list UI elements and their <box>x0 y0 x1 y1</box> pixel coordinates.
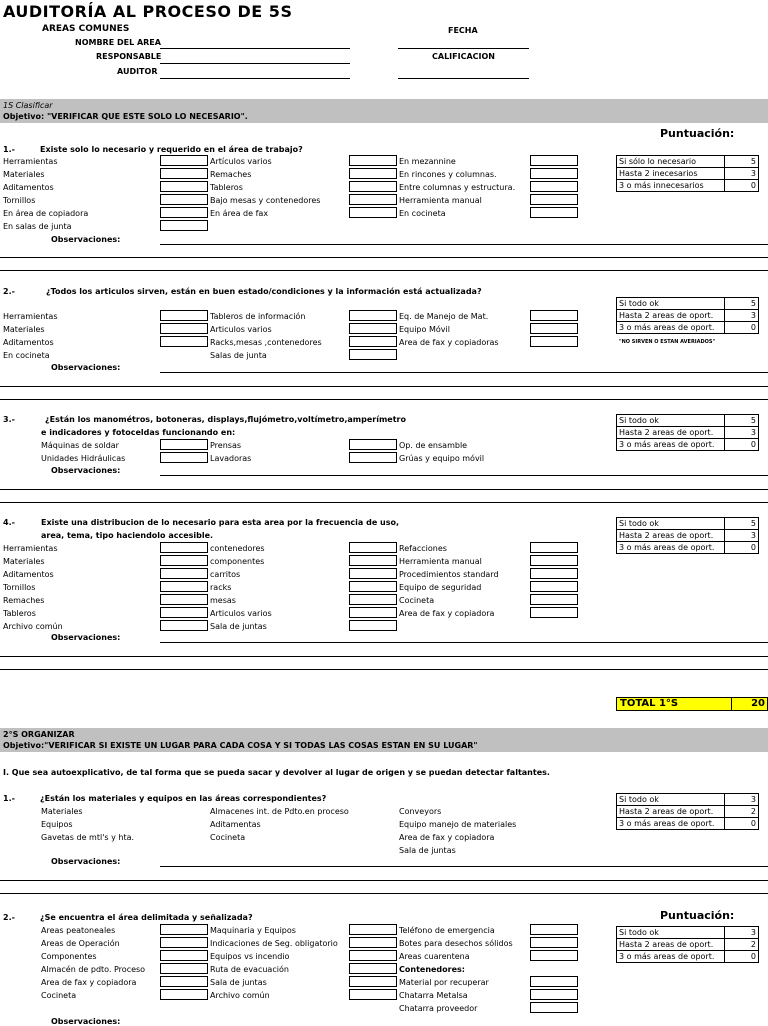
s2q2-col3-item: Areas cuarentena <box>399 952 470 961</box>
score-points: 0 <box>725 542 759 554</box>
q3-text2: e indicadores y fotoceldas funcionando en: <box>41 428 236 437</box>
s2q1-col3-item: Sala de juntas <box>399 846 456 855</box>
q4-observaciones-label: Observaciones: <box>51 633 121 642</box>
s2q1-observaciones-label: Observaciones: <box>51 857 121 866</box>
s2q2-col3-item: Material por recuperar <box>399 978 489 987</box>
q4-observaciones-line[interactable] <box>160 642 768 643</box>
s2q1-observaciones-line[interactable] <box>160 866 768 867</box>
q1-col1-item: Tornillos <box>3 196 36 205</box>
q1-col1-item: Materiales <box>3 170 45 179</box>
score-points: 5 <box>725 518 759 530</box>
q1-col3-checkbox[interactable] <box>530 168 578 179</box>
q1-observaciones-line[interactable] <box>0 257 768 258</box>
q3-observaciones-label: Observaciones: <box>51 466 121 475</box>
q4-col3-checkbox[interactable] <box>530 555 578 566</box>
q3-col1-checkbox[interactable] <box>160 439 208 450</box>
q4-text: Existe una distribucion de lo necesario para esta area por la frecuencia de uso, <box>41 518 400 527</box>
q4-col3-checkbox[interactable] <box>530 594 578 605</box>
s2q1-col3-item: Conveyors <box>399 807 442 816</box>
q1-col1-item: En área de copiadora <box>3 209 89 218</box>
q1-col2-item: Remaches <box>210 170 252 179</box>
score-points: 3 <box>725 310 759 322</box>
q1-col2-checkbox[interactable] <box>349 155 397 166</box>
score-points: 0 <box>725 180 759 192</box>
q1-score-row <box>617 156 759 168</box>
q2-score-row <box>617 310 759 322</box>
score-points: 5 <box>725 156 759 168</box>
calificacion-field[interactable] <box>398 78 529 79</box>
q3-score-row <box>617 439 759 451</box>
q4-score-row <box>617 542 759 554</box>
q1-col1-checkbox[interactable] <box>160 181 208 192</box>
q1-col3-item: Herramienta manual <box>399 196 482 205</box>
responsable-field[interactable] <box>160 63 350 64</box>
q4-col1-item: Aditamentos <box>3 570 54 579</box>
q1-number: 1.- <box>3 145 15 154</box>
score-points: 0 <box>725 322 759 334</box>
score-criterion: Si todo ok <box>617 927 725 939</box>
q2-col2-item: Articulos varios <box>210 325 272 334</box>
q4-col1-item: Archivo común <box>3 622 63 631</box>
q1-col1-checkbox[interactable] <box>160 207 208 218</box>
s2-q2-text: ¿Se encuentra el área delimitada y señalizada? <box>40 913 253 922</box>
score-criterion: 3 o más areas de oport. <box>617 322 725 334</box>
q1-text: Existe solo lo necesario y requerido en el área de trabajo? <box>40 145 303 154</box>
q4-col3-item: Refacciones <box>399 544 447 553</box>
s2q2-col2-item: Ruta de evacuación <box>210 965 289 974</box>
q4-col2-checkbox[interactable] <box>349 555 397 566</box>
q4-col1-checkbox[interactable] <box>160 542 208 553</box>
q2-observaciones-line[interactable] <box>160 372 768 373</box>
section-2s-header <box>0 728 768 752</box>
score-points: 3 <box>725 427 759 439</box>
s2q2-col1-checkbox[interactable] <box>160 937 208 948</box>
s2q2-col2-item: Archivo común <box>210 991 270 1000</box>
s2q2-col1-item: Areas de Operación <box>41 939 120 948</box>
s2q1-col2-item: Cocineta <box>210 833 246 842</box>
s2q2-col2-item: Indicaciones de Seg. obligatorio <box>210 939 338 948</box>
q1-col1-checkbox[interactable] <box>160 220 208 231</box>
s2q2-col2-checkbox[interactable] <box>349 937 397 948</box>
s2q2-col2-item: Equipos vs incendio <box>210 952 290 961</box>
q1-col2-checkbox[interactable] <box>349 207 397 218</box>
s2-q2-number: 2.- <box>3 913 15 922</box>
total-1s-label: TOTAL 1°S <box>620 698 679 709</box>
score-criterion: Hasta 2 areas de oport. <box>617 427 725 439</box>
score-points: 0 <box>725 439 759 451</box>
s2q2-col1-item: Almacén de pdto. Proceso <box>41 965 146 974</box>
s2q2-score-row <box>617 927 759 939</box>
q2-col2-item: Salas de junta <box>210 351 267 360</box>
s2q2-col1-checkbox[interactable] <box>160 963 208 974</box>
q1-col1-checkbox[interactable] <box>160 194 208 205</box>
q2-col3-checkbox[interactable] <box>530 310 578 321</box>
q4-col1-checkbox[interactable] <box>160 607 208 618</box>
s2q2-col2-checkbox[interactable] <box>349 924 397 935</box>
q1-col1-item: Herramientas <box>3 157 58 166</box>
s2q2-col1-item: Cocineta <box>41 991 77 1000</box>
score-points: 2 <box>725 939 759 951</box>
q4-col2-item: Articulos varios <box>210 609 272 618</box>
s2-puntuacion-label: Puntuación: <box>660 909 735 922</box>
score-criterion: Si sólo lo necesario <box>617 156 725 168</box>
q2-col2-checkbox[interactable] <box>349 336 397 347</box>
q4-col3-checkbox[interactable] <box>530 607 578 618</box>
q1-col3-item: Entre columnas y estructura. <box>399 183 516 192</box>
q1-col2-checkbox[interactable] <box>349 168 397 179</box>
q2-number: 2.- <box>3 287 15 296</box>
s2q1-col1-item: Materiales <box>41 807 83 816</box>
q1-col2-checkbox[interactable] <box>349 194 397 205</box>
q2-col3-item: Eq. de Manejo de Mat. <box>399 312 489 321</box>
q1-col2-item: Bajo mesas y contenedores <box>210 196 321 205</box>
s2q1-score-table <box>616 793 759 830</box>
q3-col2-checkbox[interactable] <box>349 452 397 463</box>
q4-text2: area, tema, tipo haciendolo accesible. <box>41 531 214 540</box>
q1-col2-item: En área de fax <box>210 209 269 218</box>
nombre-label: NOMBRE DEL AREA <box>75 38 161 47</box>
q1-observaciones-line[interactable] <box>160 244 768 245</box>
q4-col2-item: racks <box>210 583 232 592</box>
s2q2-observaciones-label: Observaciones: <box>51 1017 121 1026</box>
q4-col1-checkbox[interactable] <box>160 620 208 631</box>
q4-col3-checkbox[interactable] <box>530 568 578 579</box>
q1-observaciones-line[interactable] <box>0 270 768 271</box>
score-points: 2 <box>725 806 759 818</box>
q4-col3-item: Equipo de seguridad <box>399 583 482 592</box>
total-1s <box>616 697 768 711</box>
q2-col1-item: Herramientas <box>3 312 58 321</box>
q2-observaciones-label: Observaciones: <box>51 363 121 372</box>
s2q1-col3-item: Area de fax y copiadora <box>399 833 495 842</box>
s2q2-col3-checkbox[interactable] <box>530 989 578 1000</box>
q1-col2-item: Tableros <box>210 183 243 192</box>
auditor-label: AUDITOR <box>117 67 158 76</box>
q4-col3-item: Cocineta <box>399 596 435 605</box>
q4-col3-checkbox[interactable] <box>530 581 578 592</box>
s2q2-col2-checkbox[interactable] <box>349 976 397 987</box>
section-1s-title: 1S Clasificar <box>3 101 53 110</box>
q4-col2-item: componentes <box>210 557 265 566</box>
q4-number: 4.- <box>3 518 15 527</box>
s2q2-col2-checkbox[interactable] <box>349 989 397 1000</box>
calificacion-label: CALIFICACION <box>432 52 495 61</box>
auditor-field[interactable] <box>160 78 350 79</box>
s2q2-col3-checkbox[interactable] <box>530 937 578 948</box>
q2-text: ¿Todos los articulos sirven, están en buen estado/condiciones y la información está actualizada? <box>46 287 482 296</box>
q4-col3-checkbox[interactable] <box>530 542 578 553</box>
q3-number: 3.- <box>3 415 15 424</box>
q1-col3-checkbox[interactable] <box>530 155 578 166</box>
q4-score-table <box>616 517 759 554</box>
score-criterion: Hasta 2 areas de oport. <box>617 939 725 951</box>
q4-col2-checkbox[interactable] <box>349 594 397 605</box>
score-criterion: Si todo ok <box>617 518 725 530</box>
q3-col3-item: Grúas y equipo móvil <box>399 454 485 463</box>
s2q2-col2-item: Sala de juntas <box>210 978 267 987</box>
s2q2-col1-checkbox[interactable] <box>160 924 208 935</box>
score-criterion: Si todo ok <box>617 298 725 310</box>
q4-col3-item: Procedimientos standard <box>399 570 499 579</box>
score-points: 0 <box>725 951 759 963</box>
q3-score-table <box>616 414 759 451</box>
s2q2-score-table <box>616 926 759 963</box>
s2q2-col1-item: Area de fax y copiadora <box>41 978 137 987</box>
q4-col1-item: Tableros <box>3 609 36 618</box>
q2-col2-checkbox[interactable] <box>349 349 397 360</box>
q2-score-table <box>616 297 759 334</box>
q1-col3-item: En mezannine <box>399 157 456 166</box>
q4-col2-checkbox[interactable] <box>349 620 397 631</box>
q2-col2-checkbox[interactable] <box>349 323 397 334</box>
score-criterion: 3 o más areas de oport. <box>617 542 725 554</box>
q2-score-row <box>617 322 759 334</box>
q2-col3-checkbox[interactable] <box>530 336 578 347</box>
s2q2-col3-item: Teléfono de emergencia <box>399 926 495 935</box>
score-points: 0 <box>725 818 759 830</box>
q4-col2-item: Sala de juntas <box>210 622 267 631</box>
s2q2-col3-checkbox[interactable] <box>530 924 578 935</box>
nombre-field[interactable] <box>160 48 350 49</box>
q1-observaciones-label: Observaciones: <box>51 235 121 244</box>
areas-label: AREAS COMUNES <box>42 24 130 34</box>
q1-score-table <box>616 155 759 192</box>
total-1s-value: 20 <box>751 698 765 709</box>
section-2s-title: 2°S ORGANIZAR <box>3 730 75 739</box>
fecha-label: FECHA <box>448 26 478 35</box>
s2q2-col1-item: Areas peatoneales <box>41 926 116 935</box>
q4-col1-item: Materiales <box>3 557 45 566</box>
q2-col1-checkbox[interactable] <box>160 310 208 321</box>
section-2s-objective: Objetivo:"VERIFICAR SI EXISTE UN LUGAR PARA CADA COSA Y SI TODAS LAS COSAS ESTAN EN SU LUGAR" <box>3 741 478 750</box>
q4-score-row <box>617 518 759 530</box>
q2-col2-item: Tableros de información <box>210 312 306 321</box>
s2q2-col2-item: Maquinaria y Equipos <box>210 926 296 935</box>
q4-score-row <box>617 530 759 542</box>
score-points: 5 <box>725 298 759 310</box>
q4-col2-checkbox[interactable] <box>349 581 397 592</box>
q2-col3-item: Area de fax y copiadoras <box>399 338 499 347</box>
score-criterion: Hasta 2 areas de oport. <box>617 530 725 542</box>
q4-col2-item: mesas <box>210 596 236 605</box>
q1-col1-item: En salas de junta <box>3 222 72 231</box>
q4-col2-checkbox[interactable] <box>349 568 397 579</box>
s2q2-col3-checkbox[interactable] <box>530 950 578 961</box>
score-criterion: Si todo ok <box>617 415 725 427</box>
q1-score-row <box>617 168 759 180</box>
q3-col3-item: Op. de ensamble <box>399 441 468 450</box>
q3-col2-checkbox[interactable] <box>349 439 397 450</box>
q2-observaciones-line[interactable] <box>0 386 768 387</box>
s2q2-score-row <box>617 951 759 963</box>
score-criterion: 3 o más innecesarios <box>617 180 725 192</box>
q1-col1-checkbox[interactable] <box>160 168 208 179</box>
q4-col1-checkbox[interactable] <box>160 555 208 566</box>
q1-col3-checkbox[interactable] <box>530 207 578 218</box>
s2-q1-number: 1.- <box>3 794 15 803</box>
score-criterion: Hasta 2 inecesarios <box>617 168 725 180</box>
s2q2-col2-checkbox[interactable] <box>349 950 397 961</box>
q3-col1-item: Máquinas de soldar <box>41 441 119 450</box>
q4-col1-checkbox[interactable] <box>160 581 208 592</box>
q1-col2-checkbox[interactable] <box>349 181 397 192</box>
q3-col1-item: Unidades Hidráulicas <box>41 454 126 463</box>
q4-col1-item: Herramientas <box>3 544 58 553</box>
fecha-field[interactable] <box>398 48 529 49</box>
s2q1-score-row <box>617 818 759 830</box>
q3-observaciones-line[interactable] <box>160 475 768 476</box>
s2q1-col3-item: Equipo manejo de materiales <box>399 820 517 829</box>
s2-q1-text: ¿Están los materiales y equipos en las áreas correspondientes? <box>40 794 327 803</box>
q2-col1-checkbox[interactable] <box>160 336 208 347</box>
s2q2-col2-checkbox[interactable] <box>349 963 397 974</box>
q4-col3-item: Herramienta manual <box>399 557 482 566</box>
q4-col1-item: Tornillos <box>3 583 36 592</box>
q4-col2-checkbox[interactable] <box>349 607 397 618</box>
q2-col3-checkbox[interactable] <box>530 323 578 334</box>
q2-col1-checkbox[interactable] <box>160 323 208 334</box>
q4-col2-checkbox[interactable] <box>349 542 397 553</box>
q3-score-row <box>617 415 759 427</box>
score-points: 3 <box>725 168 759 180</box>
s2q2-col3-item: Chatarra Metalsa <box>399 991 468 1000</box>
s2q1-col2-item: Aditamentas <box>210 820 261 829</box>
score-points: 3 <box>725 794 759 806</box>
q3-col1-checkbox[interactable] <box>160 452 208 463</box>
q2-score-row <box>617 298 759 310</box>
s2q2-col1-checkbox[interactable] <box>160 976 208 987</box>
q4-observaciones-line[interactable] <box>0 669 768 670</box>
score-points: 3 <box>725 530 759 542</box>
q4-col2-item: contenedores <box>210 544 265 553</box>
q4-col1-item: Remaches <box>3 596 45 605</box>
q1-col2-item: Artículos varios <box>210 157 272 166</box>
page-title: AUDITORÍA AL PROCESO DE 5S <box>3 2 293 21</box>
score-criterion: 3 o más areas de oport. <box>617 818 725 830</box>
q2-col3-item: Equipo Móvil <box>399 325 450 334</box>
responsable-label: RESPONSABLE <box>96 52 162 61</box>
s2q2-score-row <box>617 939 759 951</box>
s2q1-col1-item: Equipos <box>41 820 73 829</box>
s2q1-observaciones-line[interactable] <box>0 893 768 894</box>
q4-col3-item: Area de fax y copiadora <box>399 609 495 618</box>
q3-text: ¿Están los manométros, botoneras, displays,flujómetro,voltímetro,amperímetro <box>45 415 406 424</box>
score-criterion: Hasta 2 areas de oport. <box>617 310 725 322</box>
s2q2-col3-item: Chatarra proveedor <box>399 1004 478 1013</box>
q4-col1-checkbox[interactable] <box>160 568 208 579</box>
s2q1-col1-item: Gavetas de mtl's y hta. <box>41 833 135 842</box>
s2q2-col1-checkbox[interactable] <box>160 989 208 1000</box>
q2-col2-checkbox[interactable] <box>349 310 397 321</box>
q3-observaciones-line[interactable] <box>0 489 768 490</box>
q1-col3-checkbox[interactable] <box>530 194 578 205</box>
q1-col3-item: En rincones y columnas. <box>399 170 497 179</box>
score-criterion: 3 o más areas de oport. <box>617 439 725 451</box>
q1-score-row <box>617 180 759 192</box>
q4-col1-checkbox[interactable] <box>160 594 208 605</box>
s2q1-score-row <box>617 794 759 806</box>
score-criterion: Si todo ok <box>617 794 725 806</box>
score-criterion: Hasta 2 areas de oport. <box>617 806 725 818</box>
s2q1-col2-item: Almacenes int. de Pdto.en proceso <box>210 807 349 816</box>
q2-col2-item: Racks,mesas ,contenedores <box>210 338 322 347</box>
q3-score-row <box>617 427 759 439</box>
s2q2-col3-checkbox[interactable] <box>530 1002 578 1013</box>
s2q1-score-row <box>617 806 759 818</box>
s2q2-col3-item: Contenedores: <box>399 965 465 974</box>
q4-observaciones-line[interactable] <box>0 656 768 657</box>
q2-observaciones-line[interactable] <box>0 399 768 400</box>
s2q1-observaciones-line[interactable] <box>0 880 768 881</box>
section-1s-objective: Objetivo: "VERIFICAR QUE ESTE SOLO LO NECESARIO". <box>3 112 248 121</box>
section-1s-header <box>0 99 768 123</box>
q1-col3-item: En cocineta <box>399 209 446 218</box>
section-2s-intro: I. Que sea autoexplicativo, de tal forma que se pueda sacar y devolver al lugar de origen y se puedan detectar faltantes. <box>3 768 550 777</box>
score-points: 3 <box>725 927 759 939</box>
score-criterion: 3 o más areas de oport. <box>617 951 725 963</box>
s2q2-col1-checkbox[interactable] <box>160 950 208 961</box>
q3-observaciones-line[interactable] <box>0 502 768 503</box>
s2q2-col3-checkbox[interactable] <box>530 976 578 987</box>
score-points: 5 <box>725 415 759 427</box>
q2-col1-item: Aditamentos <box>3 338 54 347</box>
puntuacion-label: Puntuación: <box>660 127 735 140</box>
s2q2-col3-item: Botes para desechos sólidos <box>399 939 513 948</box>
s2q2-col1-item: Componentes <box>41 952 97 961</box>
q4-col2-item: carritos <box>210 570 241 579</box>
q2-col1-item: En cocineta <box>3 351 50 360</box>
q1-col1-item: Aditamentos <box>3 183 54 192</box>
q2-col1-item: Materiales <box>3 325 45 334</box>
q1-col3-checkbox[interactable] <box>530 181 578 192</box>
q2-note: "NO SIRVEN O ESTAN AVERIADOS" <box>619 339 716 345</box>
q1-col1-checkbox[interactable] <box>160 155 208 166</box>
q3-col2-item: Prensas <box>210 441 242 450</box>
q3-col2-item: Lavadoras <box>210 454 252 463</box>
